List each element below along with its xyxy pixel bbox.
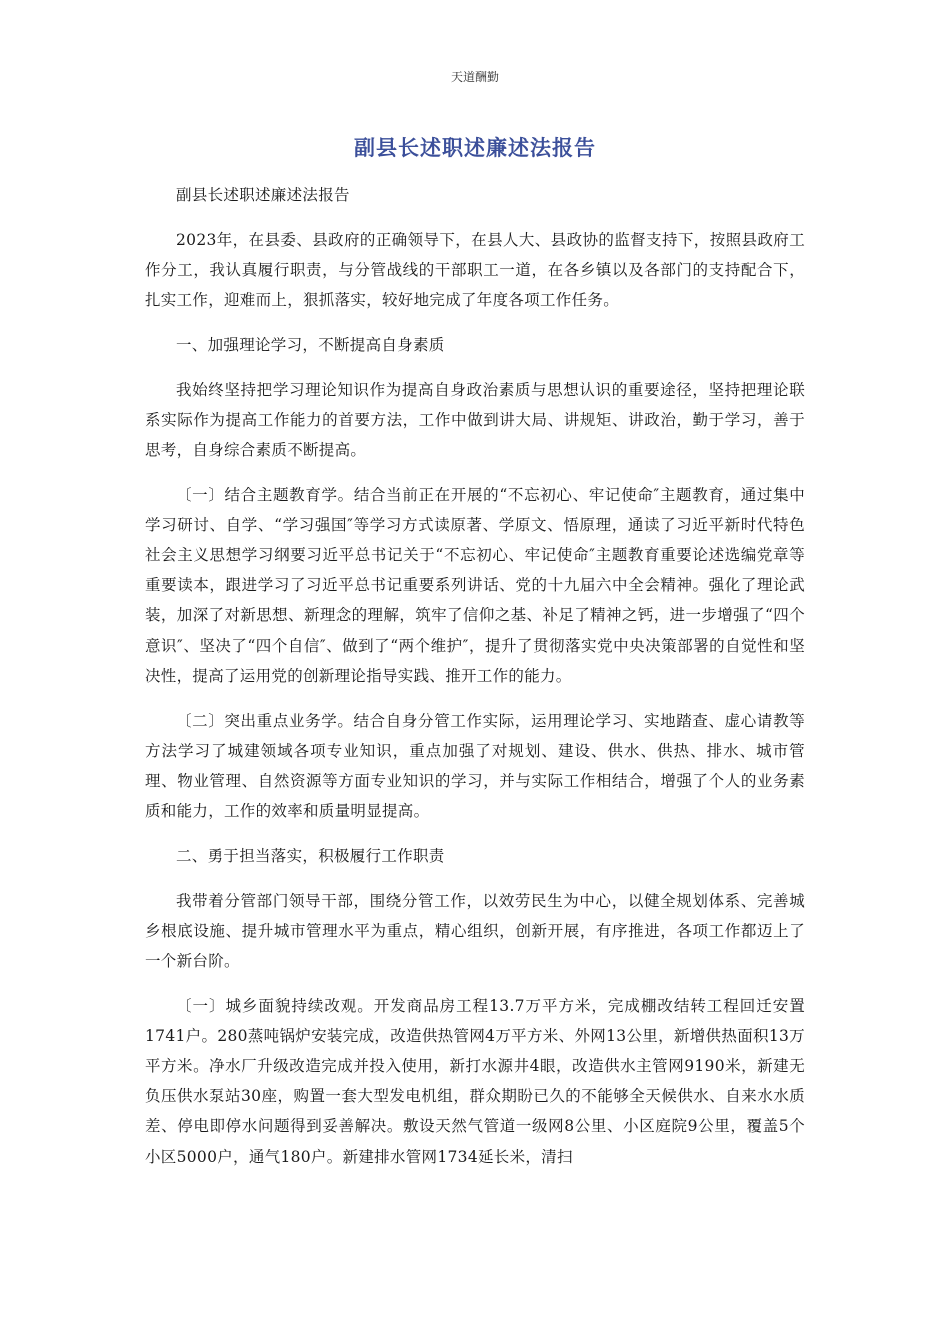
document-body xyxy=(145,180,805,1186)
section-heading-2: 二、勇于担当落实，积极履行工作职责 xyxy=(176,846,445,865)
paragraph-subtitle: 副县长述职述廉述法报告 xyxy=(176,186,350,204)
paragraph: 〔二〕突出重点业务学。结合自身分管工作实际，运用理论学习、实地踏查、虚心请教等方法学习了城建领域各项专业知识，重点加强了对规划、建设、供水、供热、排水、城市管理、物业管理、自然资源等方面专业知识的学习，并与实际工作相结合，增强了个人的业务素质和能力，工作的效率和质量明显提高。 xyxy=(145,711,805,821)
paragraph: 我始终坚持把学习理论知识作为提高自身政治素质与思想认识的重要途径，坚持把理论联系实际作为提高工作能力的首要方法，工作中做到讲大局、讲规矩、讲政治，勤于学习，善于思考，自身综合素质不断提高。 xyxy=(145,380,805,459)
paragraph: 我带着分管部门领导干部，围绕分管工作，以效劳民生为中心，以健全规划体系、完善城乡根底设施、提升城市管理水平为重点，精心组织，创新开展，有序推进，各项工作都迈上了一个新台阶。 xyxy=(145,891,805,970)
paragraph-intro: 2023年，在县委、县政府的正确领导下，在县人大、县政协的监督支持下，按照县政府工作分工，我认真履行职责，与分管战线的干部职工一道，在各乡镇以及各部门的支持配合下，扎实工作，迎难而上，狠抓落实，较好地完成了年度各项工作任务。 xyxy=(145,230,805,310)
section-heading-1: 一、加强理论学习，不断提高自身素质 xyxy=(176,335,445,354)
paragraph: 〔一〕城乡面貌持续改观。开发商品房工程13.7万平方米，完成棚改结转工程回迁安置1741户。280蒸吨锅炉安装完成，改造供热管网4万平方米、外网13公里，新增供热面积13万平方米。净水厂升级改造完成并投入使用，新打水源井4眼，改造供水主管网9190米，新建无负压供水泵站30座，购置一套大型发电机组，群众期盼已久的不能够全天候供水、自来水水质差、停电即停水问题得到妥善解决。敷设天然气管道一级网8公里、小区庭院9公里，覆盖5个小区5000户，通气180户。新建排水管网1734延长米，清扫 xyxy=(145,996,805,1166)
paragraph: 〔一〕结合主题教育学。结合当前正在开展的“不忘初心、牢记使命″主题教育，通过集中学习研讨、自学、“学习强国″等学习方式读原著、学原文、悟原理，通读了习近平新时代特色社会主义思想学习纲要习近平总书记关于“不忘初心、牢记使命″主题教育重要论述选编党章等重要读本，跟进学习了习近平总书记重要系列讲话、党的十九届六中全会精神。强化了理论武装，加深了对新思想、新理念的理解，筑牢了信仰之基、补足了精神之钙，进一步增强了“四个意识″、坚决了“四个自信″、做到了“两个维护″，提升了贯彻落实党中央决策部署的自觉性和坚决性，提高了运用党的创新理论指导实践、推开工作的能力。 xyxy=(145,485,805,685)
document-title: 副县长述职述廉述法报告 xyxy=(354,135,596,160)
page-header: 天道酬勤 xyxy=(450,70,499,84)
